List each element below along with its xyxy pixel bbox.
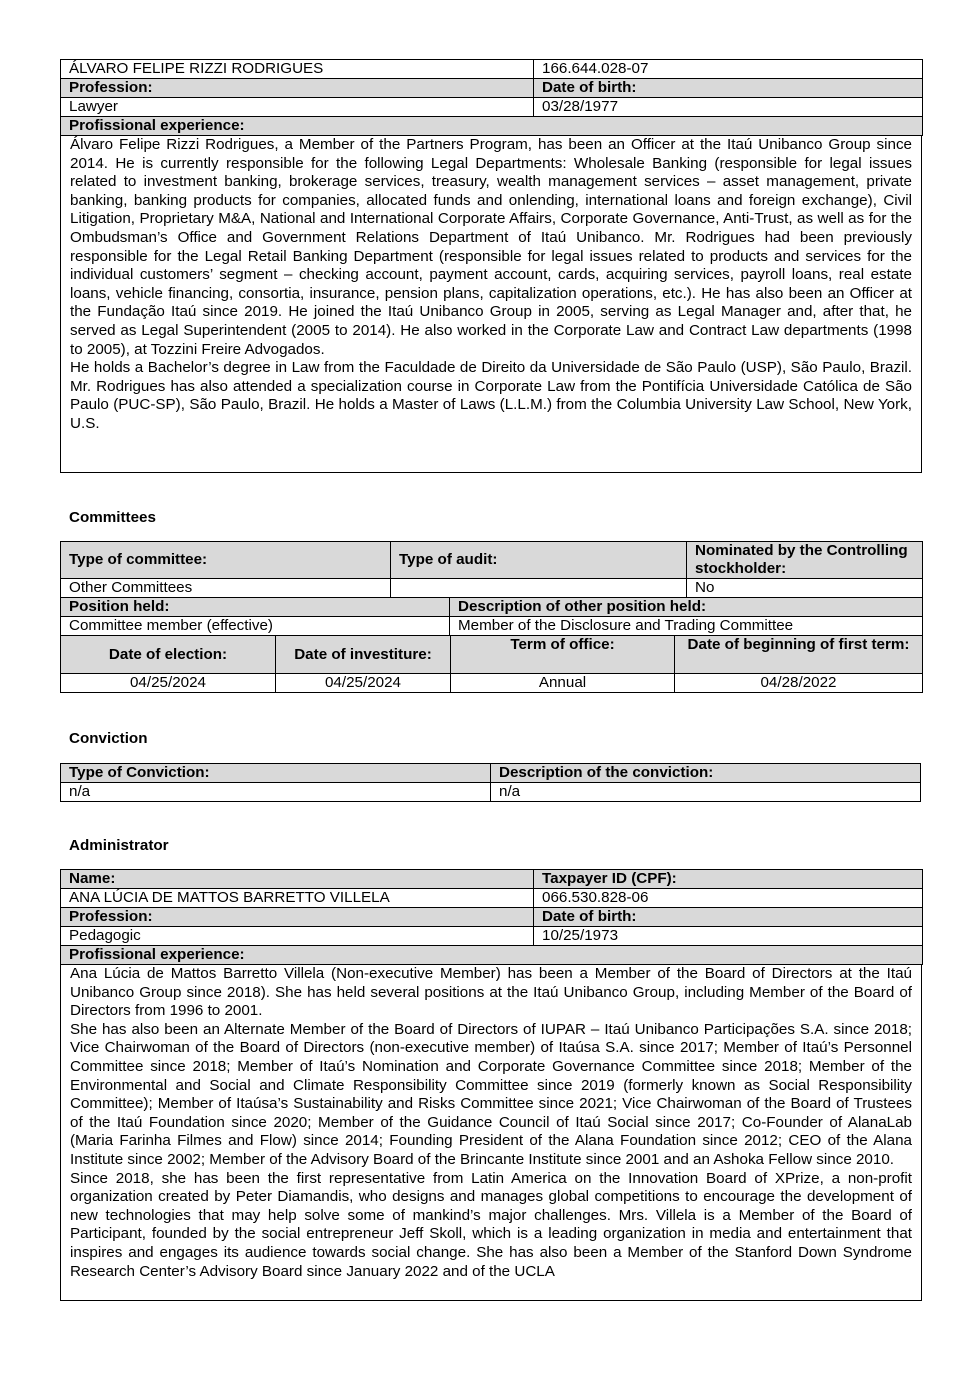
first-term-date: 04/28/2022 [675,674,923,693]
term-office-label: Term of office: [451,636,675,674]
committees-heading: Committees [69,509,156,526]
term-office: Annual [451,674,675,693]
election-date-label: Date of election: [61,636,276,674]
admin-experience-p3: Since 2018, she has been the first representative from Latin America on the Innovation Board of XPrize, a non-profit organization created by Peter Diamandis, who designs and manages global competitions to encourage the development of new technologies that may help solve some of mankind’s major challenges. Mrs. Villela is a Member of the Board of Participant, founded by the social entrepreneur Jeff Skoll, which is a leading organization in media and entertainment that inspires and engages its audience towards social change. She has also been a Member of the Stanford Down Syndrome Research Center’s Advisory Board since January 2022 and of the UCLA [70,1169,912,1280]
admin-cpf-label: Taxpayer ID (CPF): [534,870,923,889]
alvaro-experience-p2: He holds a Bachelor’s degree in Law from the Faculdade de Direito da Universidade de São Paulo (USP), São Paulo, Brazil. Mr. Rodrigues has also attended a specialization course in Corporate Law from the Pontifícia Universidade Católica de São Paulo (PUC-SP), São Paulo, Brazil. He holds a Master of Laws (L.L.M.) from the Columbia University Law School, New York, U.S. [70,359,912,432]
alvaro-profession-label: Profession: [61,79,534,98]
admin-experience-p2: She has also been an Alternate Member of the Board of Directors of IUPAR – Itaú Unibanco Participações S.A. since 2018; Vice Chairwoman of the Board of Directors (non-executive member) of Itaúsa S.A. since 2017; Member of Itaú’s Personnel Committee since 2018; Member of Itaú’s Nomination and Corporate Governance Committee since 2018; Member of the Environmental and Social and Climate Responsibility Committee since 2019 (formerly known as Social Responsibility Committee); Member of Itaúsa’s Sustainability and Risks Committee since 2021; Vice Chairwoman of the Board of Trustees of the Itaú Foundation since 2020; Member of the Guidance Council of Itaú Social since 2017; Co-Founder of AlanaLab (Maria Farinha Filmes and Flow) since 2014; Founding President of the Alana Foundation since 2012; CEO of the Alana Institute since 2002; Member of the Advisory Board of the Brincante Institute since 2001 and an Ashoka Fellow since 2010. [70,1020,912,1168]
committee-audit-label: Type of audit: [391,542,687,579]
admin-cpf: 066.530.828-06 [534,889,923,908]
position-held: Committee member (effective) [61,617,450,636]
admin-experience [60,965,922,1301]
admin-name: ANA LÚCIA DE MATTOS BARRETTO VILLELA [61,889,534,908]
alvaro-profession: Lawyer [61,98,534,117]
alvaro-experience-label: Profissional experience: [61,117,923,136]
admin-experience-p1: Ana Lúcia de Mattos Barretto Villela (Non-executive Member) has been a Member of the Board of Directors at the Itaú Unibanco Group since 2018). She has held several positions at the Itaú Unibanco Group, including Member of the Board of Directors from 1996 to 2001. [70,965,912,1020]
committees-table [60,541,922,693]
administrator-heading: Administrator [69,837,169,854]
admin-birth: 10/25/1973 [534,927,923,946]
alvaro-birth-label: Date of birth: [534,79,923,98]
alvaro-birth: 03/28/1977 [534,98,923,117]
committee-type: Other Committees [61,579,391,598]
alvaro-experience [60,136,922,473]
position-held-label: Position held: [61,598,450,617]
alvaro-cpf: 166.644.028-07 [534,60,923,79]
conviction-type-label: Type of Conviction: [61,764,491,783]
committee-nominated: No [687,579,923,598]
conviction-description-label: Description of the conviction: [491,764,921,783]
administrator-record [60,869,922,1301]
investiture-date-label: Date of investiture: [276,636,451,674]
committee-nominated-label: Nominated by the Controlling stockholder: [687,542,923,579]
investiture-date: 04/25/2024 [276,674,451,693]
admin-birth-label: Date of birth: [534,908,923,927]
first-term-label: Date of beginning of first term: [675,636,923,674]
election-date: 04/25/2024 [61,674,276,693]
position-description-label: Description of other position held: [450,598,923,617]
conviction-heading: Conviction [69,730,148,747]
administrator-info-table [60,869,923,965]
admin-name-label: Name: [61,870,534,889]
alvaro-experience-p1: Álvaro Felipe Rizzi Rodrigues, a Member of the Partners Program, has been an Officer at the Itaú Unibanco Group since 2014. He is currently responsible for the following Legal Departments: Wholesale Banking (responsible for legal issues related to investment banking, brokerage services, treasury, wealth management services – asset management, private banking, banking products for companies, allocated funds and onlending, international loans and foreign exchange), Civil Litigation, Proprietary M&A, National and International Corporate Affairs, Corporate Governance, Anti-Trust, as well as for the Ombudsman’s Office and Government Relations Department of Itaú Unibanco. Mr. Rodrigues had been previously responsible for the Legal Retail Banking Department (responsible for legal issues related to products and services for the individual customers’ segment – checking account, payment account, cards, acquiring services, payroll loans, real estate loans, vehicle financing, consortia, insurance, pension plans, capitalization operations, etc.). He has also been an Officer at the Fundação Itaú since 2019. He joined the Itaú Unibanco Group in 2005, serving as Legal Manager and, after that, he served as Legal Superintendent (2005 to 2014). He also worked in the Corporate Law and Contract Law departments (1998 to 2005), at Tozzini Freire Advogados. [70,136,912,358]
conviction-type: n/a [61,783,491,802]
admin-profession: Pedagogic [61,927,534,946]
alvaro-info-table [60,59,923,136]
committee-type-label: Type of committee: [61,542,391,579]
conviction-table [60,763,920,802]
alvaro-name: ÁLVARO FELIPE RIZZI RODRIGUES [61,60,534,79]
alvaro-record [60,59,922,473]
committee-audit [391,579,687,598]
admin-profession-label: Profession: [61,908,534,927]
admin-experience-label: Profissional experience: [61,946,923,965]
conviction-description: n/a [491,783,921,802]
position-description: Member of the Disclosure and Trading Committee [450,617,923,636]
